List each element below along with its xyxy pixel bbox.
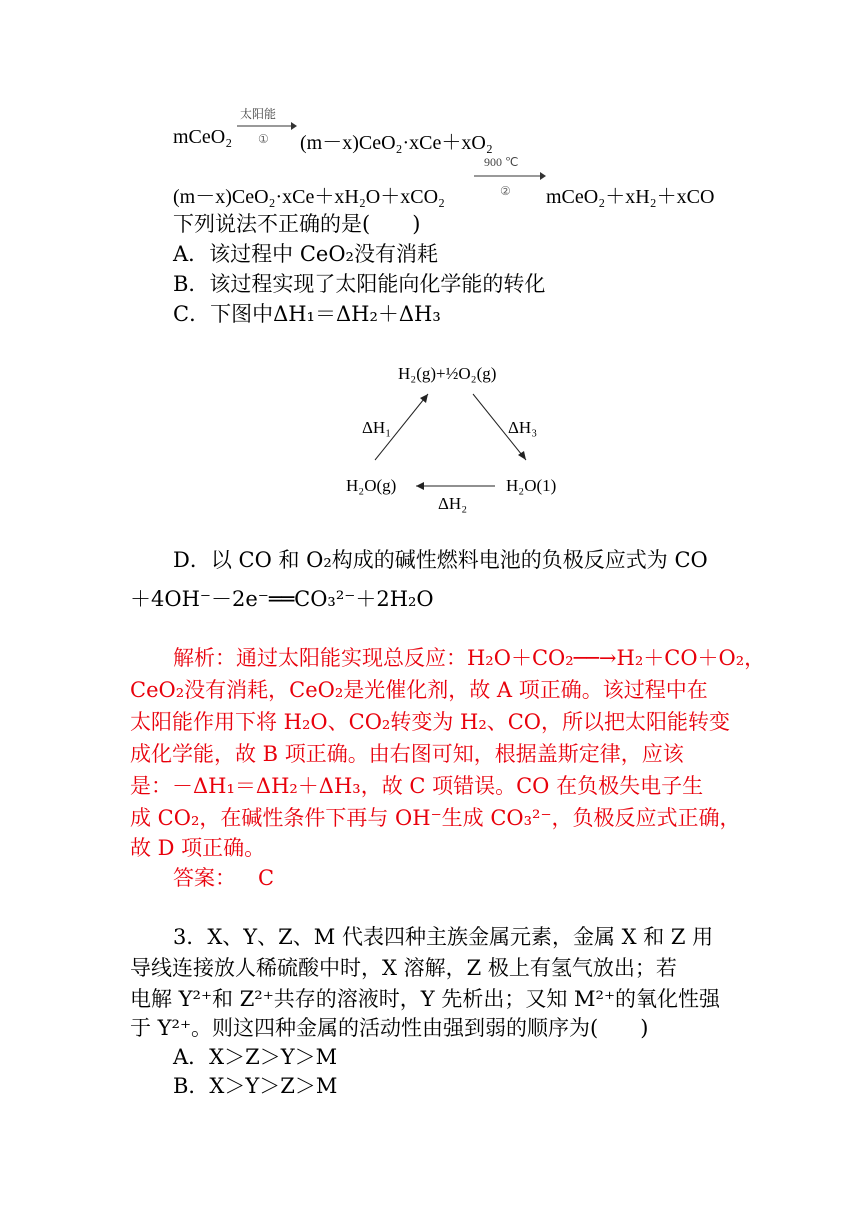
- option-b: B．该过程实现了太阳能向化学能的转化: [173, 272, 546, 296]
- option-d-line1: D．以 CO 和 O₂构成的碱性燃料电池的负极反应式为 CO: [173, 548, 708, 572]
- analysis-line6: 成 CO₂，在碱性条件下再与 OH⁻生成 CO₃²⁻，负极反应式正确，: [130, 806, 741, 830]
- diagram-bottom-enthalpy: ΔH₂: [438, 494, 468, 513]
- question-stem: 下列说法不正确的是( ): [173, 212, 421, 236]
- diagram-top-species: H₂(g)+½O₂(g): [398, 364, 497, 383]
- answer-label: 答案：: [173, 866, 236, 890]
- option-d-line2: ＋4OH⁻－2e⁻══CO₃²⁻＋2H₂O: [130, 587, 434, 611]
- diagram-right-enthalpy: ΔH₃: [508, 418, 538, 437]
- enthalpy-cycle-diagram: [330, 350, 570, 520]
- reaction1-step-number: ①: [258, 132, 269, 146]
- reaction1-right: (m－x)CeO₂·xCe＋xO₂: [300, 132, 493, 154]
- reaction2-step-number: ②: [500, 184, 511, 198]
- question3-option-b: B．X＞Y＞Z＞M: [173, 1074, 338, 1098]
- reaction1-arrow: [237, 120, 297, 132]
- reaction2-left: (m－x)CeO₂·xCe＋xH₂O＋xCO₂: [173, 186, 446, 208]
- reaction1-arrow-label: 太阳能: [240, 107, 277, 121]
- reaction2-arrow: [474, 170, 546, 182]
- analysis-line2: CeO₂没有消耗，CeO₂是光催化剂，故 A 项正确。该过程中在: [130, 678, 708, 702]
- option-c: C．下图中ΔH₁＝ΔH₂＋ΔH₃: [173, 302, 441, 326]
- question3-line4: 于 Y²⁺。则这四种金属的活动性由强到弱的顺序为( ): [130, 1016, 649, 1040]
- diagram-left-enthalpy: ΔH₁: [362, 418, 392, 437]
- diagram-bottom-right-species: H₂O(1): [506, 476, 557, 495]
- answer-value: C: [258, 866, 275, 890]
- analysis-line5: 是：－ΔH₁＝ΔH₂＋ΔH₃，故 C 项错误。CO 在负极失电子生: [130, 774, 704, 798]
- diagram-bottom-left-species: H₂O(g): [346, 476, 397, 495]
- question3-line3: 电解 Y²⁺和 Z²⁺共存的溶液时，Y 先析出；又知 M²⁺的氧化性强: [130, 987, 721, 1011]
- question3-line1: 3．X、Y、Z、M 代表四种主族金属元素，金属 X 和 Z 用: [173, 925, 714, 949]
- question3-option-a: A．X＞Z＞Y＞M: [173, 1045, 338, 1069]
- analysis-line4: 成化学能，故 B 项正确。由右图可知，根据盖斯定律，应该: [130, 742, 684, 766]
- option-a: A．该过程中 CeO₂没有消耗: [173, 242, 438, 266]
- question3-line2: 导线连接放人稀硫酸中时，X 溶解，Z 极上有氢气放出；若: [130, 956, 677, 980]
- reaction1-left: mCeO₂: [173, 126, 233, 148]
- analysis-line3: 太阳能作用下将 H₂O、CO₂转变为 H₂、CO，所以把太阳能转变: [130, 710, 731, 734]
- reaction2-arrow-label: 900 ℃: [484, 155, 519, 169]
- analysis-line1: 解析：通过太阳能实现总反应：H₂O＋CO₂──→H₂＋CO＋O₂，: [173, 646, 766, 670]
- analysis-line7: 故 D 项正确。: [130, 836, 266, 860]
- reaction2-right: mCeO₂＋xH₂＋xCO: [546, 186, 715, 208]
